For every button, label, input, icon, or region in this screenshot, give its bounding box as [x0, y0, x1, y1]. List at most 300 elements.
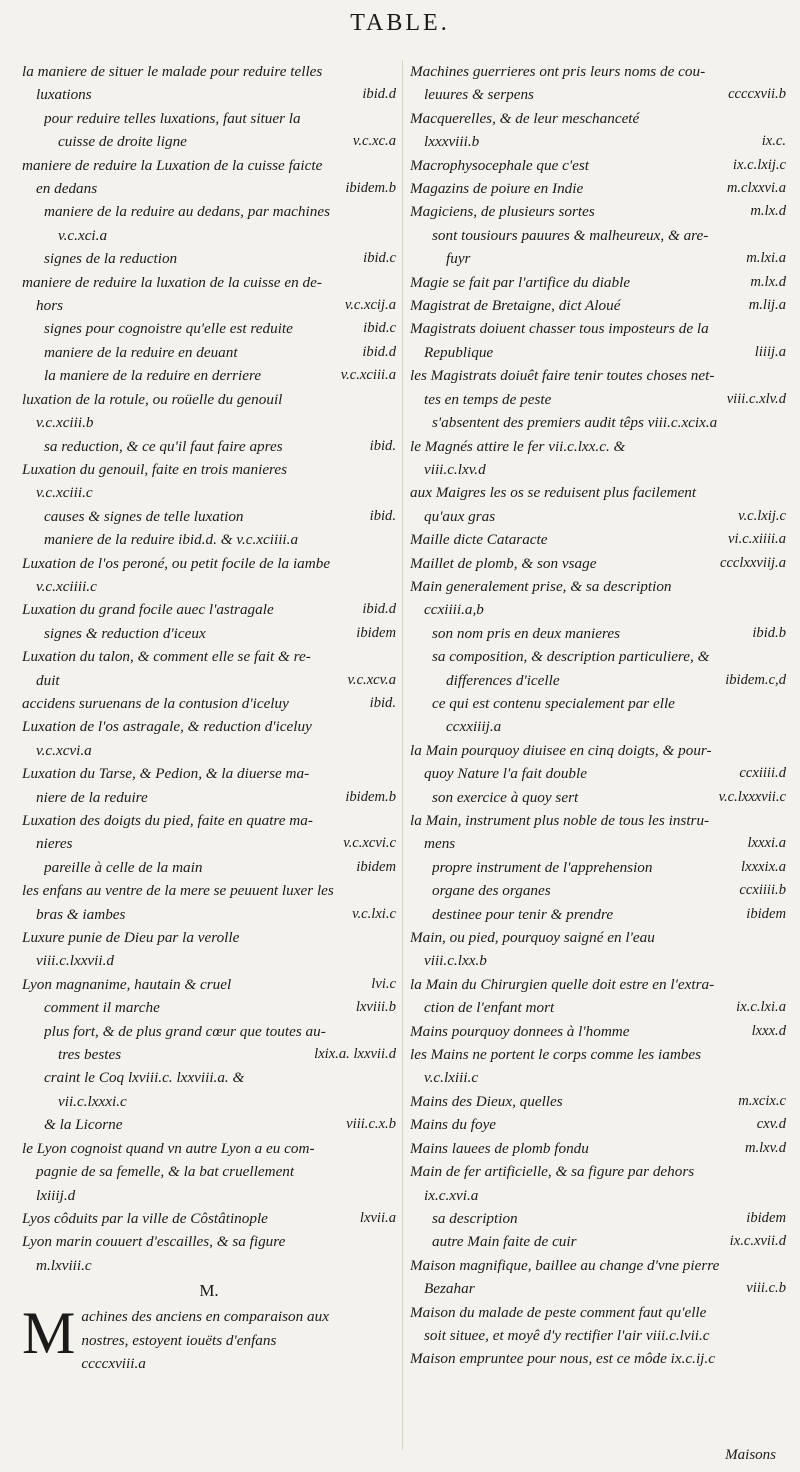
entry-text: Maille dicte Cataracte — [410, 531, 548, 549]
entry-text: causes & signes de telle luxation — [44, 507, 244, 525]
entry-text: maniere de la reduire au dedans, par machines — [44, 203, 330, 221]
entry-reference: liiij.a — [754, 343, 786, 360]
entry-line — [22, 411, 396, 434]
entry-text: Lyon magnanime, hautain & cruel — [22, 975, 232, 993]
entry-line — [81, 1352, 396, 1375]
entry-text: nostres, estoyent iouëts d'enfans — [81, 1331, 277, 1349]
entry-line — [410, 1113, 786, 1136]
entry-text: Mains pourquoy donnees à l'homme — [410, 1022, 630, 1040]
entry-reference: viii.c.x.b — [346, 1116, 396, 1133]
section-letter: M. — [199, 1281, 219, 1301]
entry-reference: ix.c. — [761, 133, 786, 150]
entry-line — [22, 552, 396, 575]
entry-text: tres bestes — [58, 1046, 122, 1064]
entry-reference: viii.c.xlv.d — [726, 390, 786, 407]
entry-line — [410, 1301, 786, 1324]
index-entry — [410, 177, 786, 200]
entry-text: en dedans — [36, 180, 98, 198]
index-entry — [22, 528, 396, 551]
index-entry — [22, 856, 396, 879]
entry-line — [22, 271, 396, 294]
entry-text: Luxure punie de Dieu par la verolle — [22, 929, 240, 947]
entry-line — [22, 949, 396, 972]
entry-line — [81, 1305, 396, 1328]
entry-reference: ix.c.lxi.a — [736, 999, 786, 1016]
entry-line — [22, 645, 396, 668]
index-entry-dropcap — [22, 1300, 396, 1375]
entry-text: & la Licorne — [44, 1116, 123, 1134]
entry-line — [432, 856, 786, 879]
entry-text: viii.c.lxx.b — [424, 952, 487, 970]
entry-line — [410, 154, 786, 177]
entry-line — [44, 528, 396, 551]
entry-line — [410, 458, 786, 481]
entry-line — [410, 177, 786, 200]
index-entry — [410, 1254, 786, 1301]
entry-line — [22, 1230, 396, 1253]
entry-text: la Main pourquoy diuisee en cinq doigts, & pour- — [410, 741, 712, 759]
entry-line — [432, 622, 786, 645]
entry-text: son nom pris en deux manieres — [432, 624, 620, 642]
entry-line — [410, 435, 786, 458]
entry-text: aux Maigres les os se reduisent plus facilement — [410, 484, 697, 502]
index-entry — [22, 622, 396, 645]
entry-line — [44, 364, 396, 387]
entry-text: tes en temps de peste — [424, 390, 552, 408]
entry-line — [22, 832, 396, 855]
entry-text: Macquerelles, & de leur meschanceté — [410, 109, 640, 127]
entry-line — [410, 1160, 786, 1183]
index-entry — [410, 1347, 786, 1370]
entry-text: Luxation du genouil, faite en trois manieres — [22, 460, 288, 478]
entry-reference: ix.c.lxij.c — [732, 156, 786, 173]
index-entry — [22, 458, 396, 505]
entry-text: comment il marche — [44, 999, 160, 1017]
entry-line — [410, 739, 786, 762]
entry-text: Mains du foye — [410, 1116, 497, 1134]
index-entry — [410, 1137, 786, 1160]
entry-text: mens — [424, 835, 456, 853]
index-entry — [22, 715, 396, 762]
entry-line — [44, 996, 396, 1019]
index-entry — [410, 622, 786, 645]
index-entry — [22, 809, 396, 856]
entry-line — [44, 505, 396, 528]
entry-text: niere de la reduire — [36, 788, 148, 806]
entry-text: la Main, instrument plus noble de tous les instru- — [410, 812, 710, 829]
index-entry — [410, 692, 786, 739]
entry-line — [44, 856, 396, 879]
index-entry — [22, 552, 396, 599]
entry-text: bras & iambes — [36, 905, 126, 923]
entry-line — [44, 130, 396, 153]
entry-line — [44, 1066, 396, 1089]
entry-reference: lxxx.d — [751, 1022, 786, 1039]
entry-text: m.lxviii.c — [36, 1256, 92, 1274]
entry-line — [410, 341, 786, 364]
entry-text: la maniere de la reduire en derriere — [44, 367, 262, 385]
entry-line — [410, 271, 786, 294]
entry-line — [410, 388, 786, 411]
index-entry — [22, 692, 396, 715]
index-entry — [22, 598, 396, 621]
entry-line — [22, 926, 396, 949]
entry-reference: ccccxvii.b — [728, 86, 786, 103]
entry-line — [22, 1184, 396, 1207]
entry-text: ccccxviii.a — [81, 1354, 146, 1372]
entry-line — [410, 973, 786, 996]
entry-line — [22, 739, 396, 762]
entry-text: v.c.xciiii.c — [36, 577, 97, 595]
entry-reference: ibidem — [356, 858, 396, 875]
entry-line — [22, 177, 396, 200]
entry-reference: viii.c.b — [746, 1280, 786, 1297]
index-entry — [410, 435, 786, 482]
entry-reference: m.lx.d — [750, 203, 786, 220]
entry-text: pagnie de sa femelle, & la bat cruellement — [36, 1163, 295, 1181]
index-entry — [410, 1160, 786, 1207]
entry-line — [22, 762, 396, 785]
entry-text: v.c.xcvi.a — [36, 741, 92, 759]
index-entry — [410, 1230, 786, 1253]
entry-text: signes pour cognoistre qu'elle est reduite — [44, 320, 293, 338]
index-entry — [22, 154, 396, 201]
entry-line — [44, 1113, 396, 1136]
index-entry — [22, 1207, 396, 1230]
entry-text: viii.c.lxxvii.d — [36, 952, 115, 970]
entry-line — [22, 973, 396, 996]
index-entry — [22, 107, 396, 154]
entry-line — [44, 341, 396, 364]
index-entry — [410, 1113, 786, 1136]
entry-text: organe des organes — [432, 882, 551, 900]
entry-reference: ccxiiii.d — [739, 765, 786, 782]
entry-text: maniere de la reduire en deuant — [44, 343, 238, 361]
entry-reference: v.c.xciii.a — [340, 367, 396, 384]
entry-line — [410, 294, 786, 317]
entry-text: sont tousiours pauures & malheureux, & are- — [432, 226, 709, 244]
entry-line — [22, 1160, 396, 1183]
entry-text: signes de la reduction — [44, 250, 178, 268]
entry-text: Mains des Dieux, quelles — [410, 1092, 563, 1110]
index-entry — [410, 809, 786, 856]
entry-reference: m.xcix.c — [738, 1092, 786, 1109]
column-divider — [402, 60, 403, 1450]
entry-text: qu'aux gras — [424, 507, 496, 525]
index-entry — [22, 973, 396, 996]
index-entry — [410, 528, 786, 551]
entry-text: sa reduction, & ce qu'il faut faire apres — [44, 437, 283, 455]
entry-text: Maison magnifique, baillee au change d'vne pierre — [410, 1256, 720, 1274]
entry-text: Main de fer artificielle, & sa figure par dehors — [410, 1163, 695, 1181]
entry-line — [410, 598, 786, 621]
entry-text: ix.c.xvi.a — [424, 1186, 479, 1204]
entry-text: nieres — [36, 835, 73, 853]
entry-line — [432, 411, 786, 434]
index-entry — [410, 224, 786, 271]
entry-text: les Magistrats doiuêt faire tenir toutes choses net- — [410, 367, 715, 385]
entry-reference: v.c.lxi.c — [352, 905, 396, 922]
entry-line — [44, 435, 396, 458]
entry-reference: v.c.xcvi.c — [343, 835, 396, 852]
entry-line — [44, 107, 396, 130]
index-entry — [22, 435, 396, 458]
entry-line — [410, 575, 786, 598]
entry-reference: ccclxxviij.a — [719, 554, 786, 571]
entry-reference: m.lij.a — [748, 297, 786, 314]
entry-reference: lxvii.a — [359, 1209, 396, 1226]
entry-text: Luxation de l'os astragale, & reduction d'iceluy — [22, 718, 312, 736]
entry-line — [410, 1347, 786, 1370]
entry-reference: v.c.lxxxvii.c — [718, 788, 786, 805]
entry-line — [22, 692, 396, 715]
entry-line — [432, 903, 786, 926]
entry-line — [22, 575, 396, 598]
entry-line — [22, 1207, 396, 1230]
entry-text: Maison du malade de peste comment faut qu'elle — [410, 1303, 707, 1321]
index-entry — [410, 481, 786, 528]
entry-reference: m.lxv.d — [744, 1139, 786, 1156]
index-entry — [22, 247, 396, 270]
entry-reference: m.lxi.a — [746, 250, 786, 267]
index-entry — [22, 926, 396, 973]
entry-reference: ibidem — [746, 905, 786, 922]
entry-reference: m.clxxvi.a — [726, 180, 786, 197]
entry-text: leuures & serpens — [424, 86, 534, 104]
index-entry — [410, 1301, 786, 1348]
entry-reference: ccxiiii.b — [739, 882, 786, 899]
entry-text: Main generalement prise, & sa description — [410, 577, 672, 595]
entry-text: la Main du Chirurgien quelle doit estre en l'extra- — [410, 975, 715, 993]
entry-text: fuyr — [446, 250, 471, 268]
index-entry — [22, 1113, 396, 1136]
entry-reference: vi.c.xiiii.a — [728, 531, 786, 548]
entry-text: maniere de la reduire ibid.d. & v.c.xciiii.a — [44, 531, 299, 549]
entry-line — [22, 458, 396, 481]
index-entry — [22, 364, 396, 387]
entry-line — [410, 1066, 786, 1089]
index-entry — [410, 786, 786, 809]
entry-text: Luxation du grand focile auec l'astragale — [22, 601, 274, 619]
entry-line — [22, 1254, 396, 1277]
entry-line — [410, 949, 786, 972]
entry-text: ce qui est contenu specialement par elle — [432, 694, 675, 712]
entry-reference: cxv.d — [756, 1116, 786, 1133]
entry-text: Machines guerrieres ont pris leurs noms de cou- — [410, 63, 706, 80]
entry-reference: lxviii.b — [355, 999, 396, 1016]
entry-line — [410, 809, 786, 832]
entry-text: le Lyon cognoist quand vn autre Lyon a eu com- — [22, 1139, 315, 1157]
index-entry — [22, 1020, 396, 1067]
index-entry — [22, 1137, 396, 1207]
entry-reference: lxix.a. lxxvii.d — [314, 1046, 396, 1063]
entry-text: luxations — [36, 86, 92, 104]
entry-text: Magistrats doiuent chasser tous imposteurs de la — [410, 320, 709, 338]
entry-text: signes & reduction d'iceux — [44, 624, 206, 642]
entry-line — [410, 364, 786, 387]
entry-text: viii.c.lxv.d — [424, 460, 486, 478]
entry-line — [432, 247, 786, 270]
entry-text: les enfans au ventre de la mere se peuuent luxer les — [22, 882, 334, 900]
index-entry — [410, 903, 786, 926]
entry-text: duit — [36, 671, 60, 689]
entry-line — [410, 481, 786, 504]
entry-text: Macrophysocephale que c'est — [410, 156, 589, 174]
index-entry — [410, 1020, 786, 1043]
entry-reference: ibidem — [356, 624, 396, 641]
entry-text: luxation de la rotule, ou roüelle du genouil — [22, 390, 283, 408]
entry-line — [410, 83, 786, 106]
index-entry — [410, 926, 786, 973]
entry-reference: ibidem — [746, 1209, 786, 1226]
entry-reference: ibid.d — [362, 86, 396, 103]
entry-line — [410, 130, 786, 153]
entry-line — [22, 903, 396, 926]
entry-line — [22, 481, 396, 504]
entry-reference: ibid.c — [363, 250, 396, 267]
entry-line — [410, 1254, 786, 1277]
entry-reference: v.c.lxij.c — [738, 507, 786, 524]
entry-line — [22, 83, 396, 106]
entry-line — [410, 926, 786, 949]
entry-line — [410, 1324, 786, 1347]
entry-line — [22, 715, 396, 738]
entry-text: Bezahar — [424, 1280, 475, 1298]
entry-reference: lvi.c — [371, 975, 396, 992]
entry-line — [22, 809, 396, 832]
entry-text: soit situee, et moyê d'y rectifier l'air viii.c.lvii.c — [424, 1326, 710, 1344]
entry-text: pour reduire telles luxations, faut situer la — [44, 109, 301, 127]
entry-line — [432, 692, 786, 715]
entry-text: Luxation du talon, & comment elle se fait & re- — [22, 648, 311, 666]
left-column — [22, 60, 396, 1375]
entry-line — [410, 200, 786, 223]
index-entry — [410, 271, 786, 294]
entry-text: Mains lauees de plomb fondu — [410, 1139, 589, 1157]
entry-reference: ibidem.b — [345, 788, 396, 805]
entry-text: maniere de reduire la luxation de la cuisse en de- — [22, 273, 322, 291]
index-entry — [22, 996, 396, 1019]
entry-line — [410, 528, 786, 551]
entry-line — [22, 60, 396, 83]
entry-text: v.c.xciii.c — [36, 484, 93, 502]
entry-text: ction de l'enfant mort — [424, 999, 555, 1017]
entry-text: ccxiiii.a,b — [424, 601, 484, 619]
entry-text: v.c.xciii.b — [36, 414, 94, 432]
entry-line — [410, 1137, 786, 1160]
index-entry — [410, 973, 786, 1020]
entry-line — [410, 1090, 786, 1113]
index-entry — [22, 1066, 396, 1113]
index-entry — [410, 645, 786, 692]
entry-text: accidens suruenans de la contusion d'iceluy — [22, 694, 289, 712]
right-column — [410, 60, 786, 1371]
entry-line — [44, 1090, 396, 1113]
entry-line — [410, 1043, 786, 1066]
entry-line — [22, 786, 396, 809]
entry-text: quoy Nature l'a fait double — [424, 765, 587, 783]
entry-line — [410, 505, 786, 528]
entry-text: Lyon marin couuert d'escailles, & sa figure — [22, 1233, 286, 1251]
index-entry — [410, 1043, 786, 1090]
entry-reference: ibid. — [369, 507, 396, 524]
entry-line — [432, 1230, 786, 1253]
entry-reference: ibid. — [369, 694, 396, 711]
entry-line — [410, 552, 786, 575]
entry-line — [44, 224, 396, 247]
index-entry — [410, 154, 786, 177]
entry-line — [410, 317, 786, 340]
page-title: TABLE. — [350, 10, 450, 36]
entry-line — [432, 645, 786, 668]
entry-reference: v.c.xcij.a — [344, 297, 396, 314]
entry-text: Magazins de poiure en Indie — [410, 180, 584, 198]
index-entry — [410, 856, 786, 879]
entry-text: Maillet de plomb, & son vsage — [410, 554, 597, 572]
index-entry — [22, 762, 396, 809]
index-entry — [410, 364, 786, 411]
entry-line — [44, 622, 396, 645]
entry-text: lxxxviii.b — [424, 133, 480, 151]
index-entry — [22, 645, 396, 692]
entry-reference: m.lx.d — [750, 273, 786, 290]
entry-line — [410, 1277, 786, 1300]
index-entry — [410, 879, 786, 902]
entry-text: ccxxiiij.a — [446, 718, 502, 736]
entry-text: Magie se fait par l'artifice du diable — [410, 273, 631, 291]
entry-text: craint le Coq lxviii.c. lxxviii.a. & — [44, 1069, 245, 1087]
entry-line — [432, 224, 786, 247]
entry-text: Lyos côduits par la ville de Côstâtinople — [22, 1209, 268, 1227]
index-entry — [22, 341, 396, 364]
index-entry — [410, 107, 786, 154]
index-entry — [410, 1207, 786, 1230]
entry-line — [22, 154, 396, 177]
entry-line — [81, 1329, 396, 1352]
index-entry — [410, 60, 786, 107]
entry-text: maniere de reduire la Luxation de la cuisse faicte — [22, 156, 323, 174]
index-entry — [22, 505, 396, 528]
entry-text: destinee pour tenir & prendre — [432, 905, 614, 923]
entry-line — [44, 317, 396, 340]
entry-text: differences d'icelle — [446, 671, 560, 689]
entry-text: propre instrument de l'apprehension — [432, 858, 653, 876]
entry-line — [410, 832, 786, 855]
entry-text: autre Main faite de cuir — [432, 1233, 577, 1251]
entry-text: la maniere de situer le malade pour reduire telles — [22, 63, 323, 80]
entry-reference: ibid. — [369, 437, 396, 454]
entry-text: Luxation du Tarse, & Pedion, & la diuerse ma- — [22, 765, 310, 783]
entry-reference: ibid.c — [363, 320, 396, 337]
entry-line — [432, 786, 786, 809]
entry-line — [22, 669, 396, 692]
entry-line — [410, 762, 786, 785]
entry-line — [432, 879, 786, 902]
entry-text: Maison empruntee pour nous, est ce môde ix.c.ij.c — [410, 1350, 715, 1368]
entry-text: s'absentent des premiers audit têps viii.c.xcix.a — [432, 414, 718, 432]
drop-capital: M — [22, 1300, 76, 1367]
entry-text: hors — [36, 297, 64, 315]
entry-line — [22, 388, 396, 411]
entry-line — [410, 996, 786, 1019]
index-entry — [410, 411, 786, 434]
index-entry — [22, 271, 396, 318]
entry-line — [22, 294, 396, 317]
entry-text: le Magnés attire le fer vii.c.lxx.c. & — [410, 437, 626, 455]
entry-text: v.c.xci.a — [58, 226, 108, 244]
entry-text: sa composition, & description particuliere, & — [432, 648, 710, 666]
entry-line — [44, 200, 396, 223]
